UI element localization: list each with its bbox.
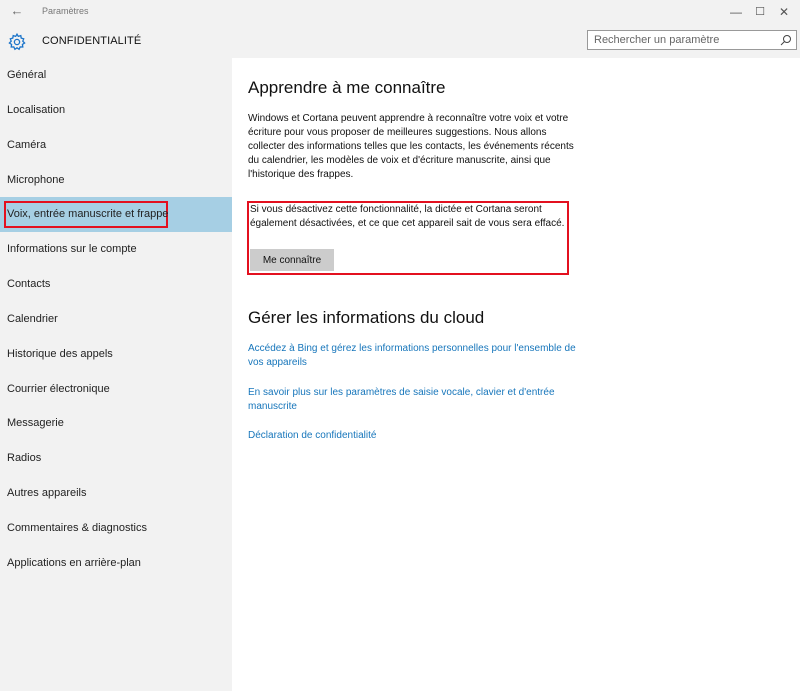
sidebar-item-label: Radios <box>7 452 42 464</box>
sidebar-item-microphone[interactable] <box>0 163 232 198</box>
search-box[interactable] <box>587 30 797 50</box>
sidebar-item-contacts[interactable] <box>0 267 232 302</box>
maximize-button[interactable] <box>748 3 772 21</box>
sidebar-item-localisation[interactable] <box>0 93 232 128</box>
learn-more-link[interactable]: En savoir plus sur les paramètres de saisie vocale, clavier et d'entrée manuscrite <box>248 387 555 412</box>
search-input[interactable] <box>594 33 774 47</box>
sidebar-item-label: Caméra <box>7 139 47 151</box>
sidebar-item-label: Microphone <box>7 174 65 186</box>
sidebar <box>0 58 232 691</box>
sidebar-item-camera[interactable] <box>0 128 232 163</box>
description-text: Windows et Cortana peuvent apprendre à reconnaître votre voix et votre écriture pour vous proposer de meilleures suggestions. Nous allons collecter des informations telles que les contacts, les événements récents du calendrier, les modèles de voix et d'écriture manuscrite, ainsi que l'historique des frappes. <box>248 113 574 180</box>
sidebar-item-label: Commentaires & diagnostics <box>7 522 148 534</box>
sidebar-item-calendar[interactable] <box>0 302 232 337</box>
sidebar-item-label: Historique des appels <box>7 348 113 360</box>
app-title: Paramètres <box>42 6 89 16</box>
sidebar-item-label: Informations sur le compte <box>7 243 137 255</box>
section-heading-getting-to-know-you: Apprendre à me connaître <box>248 78 446 97</box>
sidebar-item-background-apps[interactable] <box>0 546 232 581</box>
sidebar-item-email[interactable] <box>0 372 232 407</box>
sidebar-item-label: Contacts <box>7 278 51 290</box>
sidebar-item-feedback-diagnostics[interactable] <box>0 511 232 546</box>
warning-highlight-box <box>247 201 569 275</box>
sidebar-item-radios[interactable] <box>0 441 232 476</box>
gear-icon <box>7 32 27 52</box>
sidebar-item-call-history[interactable] <box>0 337 232 372</box>
header <box>0 24 800 58</box>
section-title: CONFIDENTIALITÉ <box>42 35 142 47</box>
sidebar-item-label: Calendrier <box>7 313 58 325</box>
sidebar-item-label: Autres appareils <box>7 487 87 499</box>
sidebar-item-account-info[interactable] <box>0 232 232 267</box>
maximize-icon: ☐ <box>755 6 765 18</box>
back-arrow-icon: ← <box>10 3 24 18</box>
get-to-know-me-button[interactable]: Me connaître <box>250 249 334 271</box>
minimize-icon: — <box>730 5 742 19</box>
sidebar-item-label: Général <box>7 69 47 81</box>
sidebar-item-general[interactable] <box>0 58 232 93</box>
warning-text: Si vous désactivez cette fonctionnalité, la dictée et Cortana seront également désactivées, et ce que cet appareil sait de vous sera effacé. <box>250 204 565 229</box>
bing-link[interactable]: Accédez à Bing et gérez les informations personnelles pour l'ensemble de vos appareils <box>248 343 576 368</box>
sidebar-item-label: Localisation <box>7 104 66 116</box>
sidebar-item-label: Voix, entrée manuscrite et frappe <box>7 208 169 220</box>
sidebar-item-label: Messagerie <box>7 417 64 429</box>
minimize-button[interactable] <box>724 3 748 21</box>
title-bar <box>0 0 800 24</box>
main-content <box>232 58 800 691</box>
back-button[interactable] <box>8 3 26 19</box>
privacy-statement-link[interactable]: Déclaration de confidentialité <box>248 430 377 441</box>
sidebar-item-label: Applications en arrière-plan <box>7 557 141 569</box>
sidebar-item-label: Courrier électronique <box>7 383 110 395</box>
section-heading-cloud-info: Gérer les informations du cloud <box>248 308 485 327</box>
sidebar-item-messaging[interactable] <box>0 406 232 441</box>
search-icon[interactable] <box>780 34 792 46</box>
close-icon: ✕ <box>778 5 790 19</box>
sidebar-item-speech-inking-typing[interactable] <box>0 197 232 232</box>
close-button[interactable] <box>772 3 796 21</box>
sidebar-item-other-devices[interactable] <box>0 476 232 511</box>
